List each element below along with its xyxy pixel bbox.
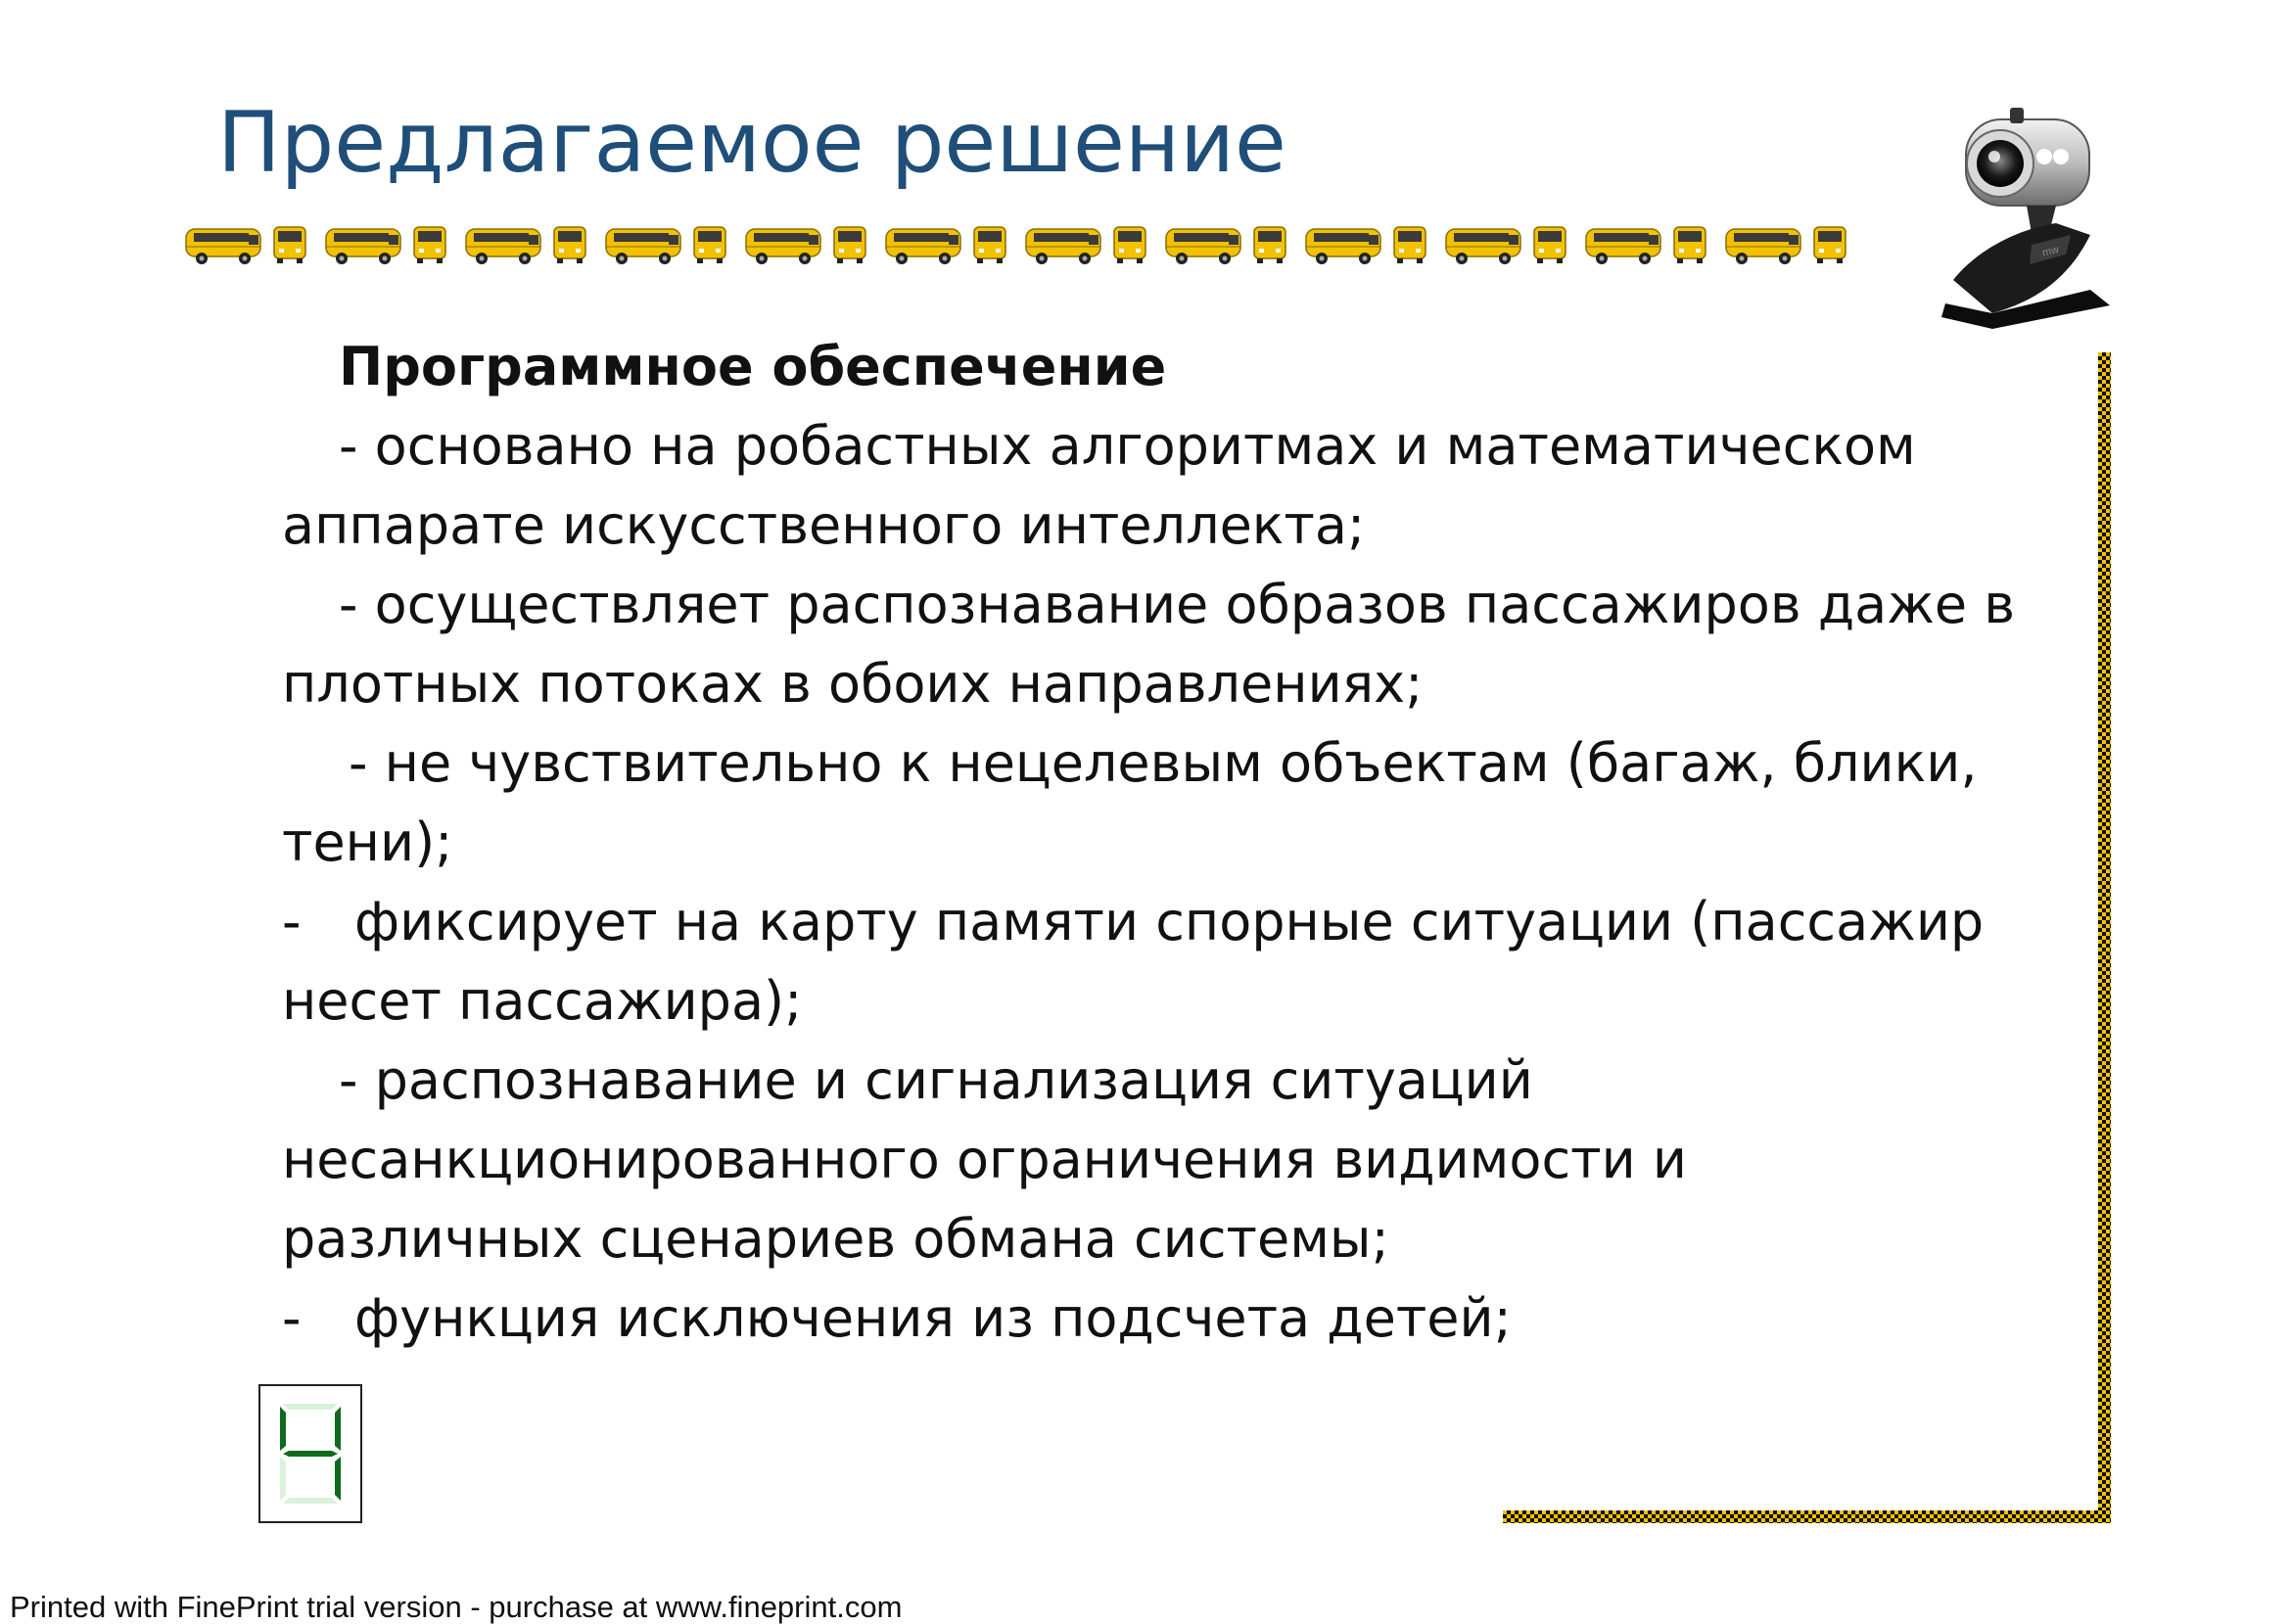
footer-text: Printed with FinePrint trial version - purchase at www.fineprint.com — [10, 1590, 903, 1624]
minibus-icon — [1586, 229, 1660, 264]
minibus-icon — [746, 229, 820, 264]
minibus-icon — [414, 227, 445, 263]
minibus-icon — [606, 229, 680, 264]
segment-c — [335, 1457, 341, 1501]
segment-b — [335, 1407, 341, 1451]
bullet-line: - основано на робастных алгоритмах и математическом — [339, 415, 1916, 477]
seven-segment-digit — [260, 1386, 360, 1521]
bullet-line: различных сценариев обмана системы; — [282, 1208, 1389, 1270]
minibus-icon — [974, 227, 1005, 263]
minibus-icon — [274, 227, 305, 263]
minibus-icon — [1674, 227, 1706, 263]
content-block — [282, 327, 2044, 1358]
bullet-dash: - — [282, 1287, 302, 1349]
bullet-item — [282, 1278, 2044, 1358]
minibus-icon — [466, 229, 540, 264]
minibus-strip — [184, 223, 1868, 270]
bullet-line: - распознавание и сигнализация ситуаций — [339, 1049, 1533, 1111]
page-number-display — [258, 1384, 362, 1523]
bullet-line: - не чувствительно к нецелевым объектам (багаж, блики, — [349, 732, 1978, 794]
webcam-icon — [1934, 108, 2120, 333]
bullet-line: тени); — [282, 812, 453, 873]
minibus-icon — [1306, 229, 1380, 264]
minibus-icon — [1166, 229, 1240, 264]
minibus-icon — [186, 229, 260, 264]
bullet-item — [282, 882, 2044, 961]
minibus-icon — [1446, 229, 1520, 264]
segment-f — [280, 1407, 286, 1451]
minibus-icon — [1726, 229, 1800, 264]
subheading: Программное обеспечение — [339, 336, 1167, 397]
minibus-icon — [1026, 229, 1100, 264]
minibus-icon — [1254, 227, 1285, 263]
checker-border-vertical — [2098, 352, 2111, 1521]
bullet-line: аппарате искусственного интеллекта; — [282, 494, 1366, 556]
minibus-icon — [1814, 227, 1846, 263]
segment-a — [283, 1404, 338, 1410]
bullet-dash: - — [282, 891, 302, 952]
bullet-line: несанкционированного ограничения видимости и — [282, 1129, 1687, 1190]
checker-border-horizontal — [1503, 1510, 2111, 1523]
minibus-icon — [694, 227, 725, 263]
bullet-line: фиксирует на карту памяти спорные ситуации (пассажир — [354, 891, 1985, 952]
bullet-line: несет пассажира); — [282, 970, 803, 1032]
minibus-icon — [554, 227, 585, 263]
minibus-icon — [1534, 227, 1566, 263]
minibus-icon — [834, 227, 865, 263]
bullet-line: - осуществляет распознавание образов пассажиров даже в — [339, 574, 2016, 635]
segment-d — [283, 1498, 338, 1504]
minibus-icon — [1394, 227, 1425, 263]
slide-title: Предлагаемое решение — [217, 94, 1286, 192]
svg-text:mw: mw — [2040, 243, 2061, 259]
bullet-line: плотных потоках в обоих направлениях; — [282, 653, 1424, 715]
segment-g — [283, 1451, 338, 1457]
bullet-line: функция исключения из подсчета детей; — [354, 1287, 1512, 1349]
minibus-icon — [326, 229, 400, 264]
segment-e — [280, 1457, 286, 1501]
minibus-icon — [1114, 227, 1145, 263]
minibus-icon — [886, 229, 960, 264]
